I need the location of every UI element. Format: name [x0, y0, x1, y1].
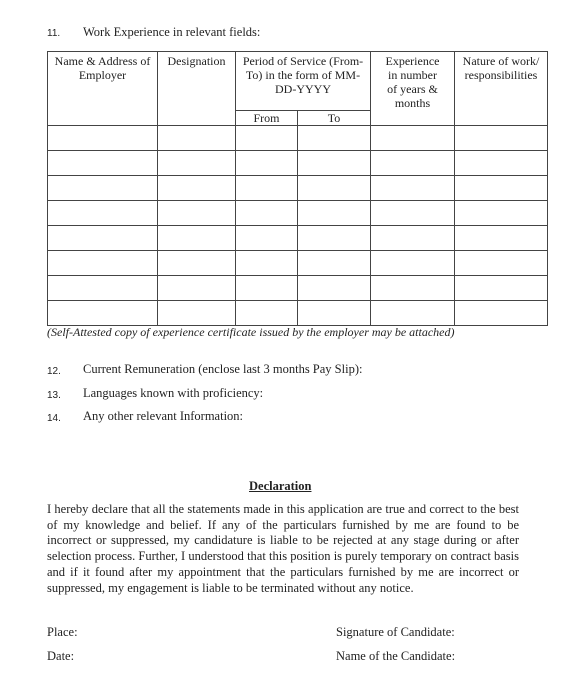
work-experience-label: Work Experience in relevant fields: [83, 25, 261, 39]
signature-label: Signature of Candidate: [336, 625, 455, 639]
table-cell[interactable] [236, 226, 298, 251]
header-to: To [298, 111, 371, 126]
table-cell[interactable] [371, 276, 455, 301]
table-cell[interactable] [236, 201, 298, 226]
table-cell[interactable] [158, 201, 236, 226]
table-row [48, 176, 548, 201]
table-cell[interactable] [48, 276, 158, 301]
table-cell[interactable] [298, 276, 371, 301]
table-cell[interactable] [298, 201, 371, 226]
table-cell[interactable] [298, 176, 371, 201]
table-cell[interactable] [48, 201, 158, 226]
table-cell[interactable] [158, 176, 236, 201]
item-number-12: 12. [47, 366, 61, 377]
table-cell[interactable] [48, 126, 158, 151]
table-cell[interactable] [298, 151, 371, 176]
table-row [48, 226, 548, 251]
attachment-note: (Self-Attested copy of experience certificate issued by the employer may be attached) [47, 325, 455, 339]
table-cell[interactable] [158, 251, 236, 276]
header-employer: Name & Address of Employer [48, 52, 158, 126]
table-row [48, 126, 548, 151]
item-number-14: 14. [47, 413, 61, 424]
header-designation: Designation [158, 52, 236, 126]
table-cell[interactable] [48, 301, 158, 326]
table-row [48, 201, 548, 226]
other-info-label: Any other relevant Information: [83, 409, 244, 423]
table-row [48, 251, 548, 276]
table-cell[interactable] [236, 301, 298, 326]
table-cell[interactable] [48, 226, 158, 251]
place-label: Place: [47, 625, 78, 639]
table-cell[interactable] [48, 151, 158, 176]
table-row [48, 151, 548, 176]
table-cell[interactable] [158, 126, 236, 151]
header-nature: Nature of work/ responsibilities [455, 52, 548, 126]
table-cell[interactable] [455, 301, 548, 326]
remuneration-label: Current Remuneration (enclose last 3 months Pay Slip): [83, 362, 363, 376]
table-cell[interactable] [48, 176, 158, 201]
table-row [48, 276, 548, 301]
header-from: From [236, 111, 298, 126]
header-period: Period of Service (From-To) in the form of MM-DD-YYYY [236, 52, 371, 111]
table-cell[interactable] [371, 201, 455, 226]
table-cell[interactable] [455, 151, 548, 176]
table-cell[interactable] [455, 126, 548, 151]
table-cell[interactable] [236, 276, 298, 301]
table-cell[interactable] [371, 251, 455, 276]
languages-label: Languages known with proficiency: [83, 386, 264, 400]
table-cell[interactable] [236, 176, 298, 201]
table-cell[interactable] [455, 251, 548, 276]
declaration-title: Declaration [249, 479, 312, 493]
table-cell[interactable] [455, 226, 548, 251]
table-cell[interactable] [158, 226, 236, 251]
table-cell[interactable] [158, 151, 236, 176]
header-experience: Experience in number of years & months [371, 52, 455, 126]
declaration-text: I hereby declare that all the statements made in this application are true and correct to the best of my knowledge and belief. If any of the particulars furnished by me are found to be incorrect or suppressed, my candidature is liable to be rejected at any stage during or after selection process. Further, I understood that this position is purely temporary on contract basis and if it found after my appointment that the particulars furnished by me are incorrect or suppressed, my engagement is liable to be terminated without any notice. [47, 502, 519, 595]
table-cell[interactable] [48, 251, 158, 276]
candidate-name-label: Name of the Candidate: [336, 649, 456, 663]
table-cell[interactable] [371, 226, 455, 251]
table-cell[interactable] [298, 251, 371, 276]
table-cell[interactable] [371, 301, 455, 326]
table-cell[interactable] [236, 251, 298, 276]
table-cell[interactable] [371, 176, 455, 201]
table-cell[interactable] [158, 276, 236, 301]
work-experience-table [47, 51, 548, 326]
table-cell[interactable] [371, 126, 455, 151]
table-cell[interactable] [455, 276, 548, 301]
table-cell[interactable] [236, 151, 298, 176]
table-cell[interactable] [158, 301, 236, 326]
table-cell[interactable] [455, 201, 548, 226]
table-cell[interactable] [298, 126, 371, 151]
table-cell[interactable] [298, 226, 371, 251]
item-number-11: 11. [47, 28, 61, 39]
table-cell[interactable] [298, 301, 371, 326]
table-cell[interactable] [371, 151, 455, 176]
item-number-13: 13. [47, 390, 61, 401]
table-cell[interactable] [455, 176, 548, 201]
date-label: Date: [47, 649, 75, 663]
table-row [48, 301, 548, 326]
table-cell[interactable] [236, 126, 298, 151]
